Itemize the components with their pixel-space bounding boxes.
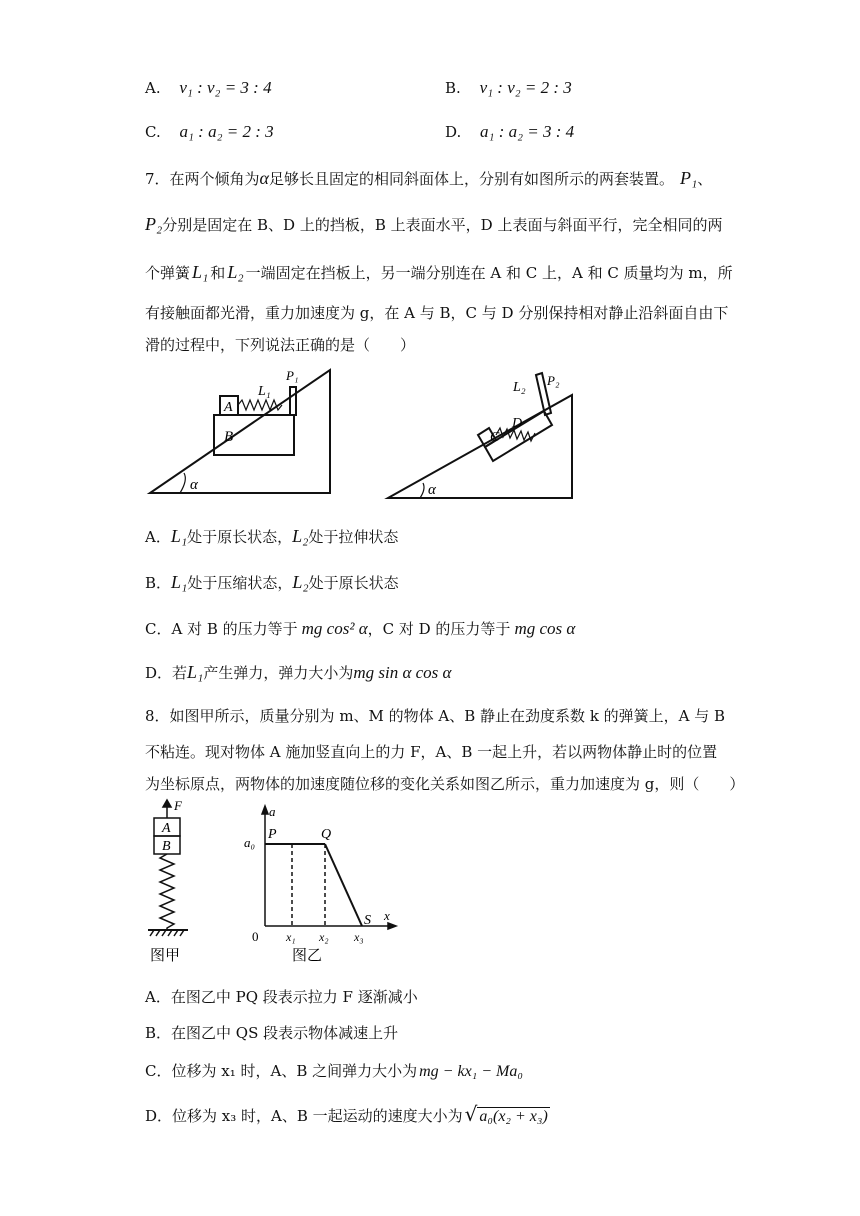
tick-label-x2: x₂ — [319, 930, 329, 944]
q7-stem-line-2 — [145, 214, 722, 235]
q7-option-a — [145, 526, 398, 547]
q7-stem-text: 足够长且固定的相同斜面体上，分别有如图所示的两套装置。 — [269, 170, 675, 188]
q8-option-d — [145, 1102, 550, 1126]
q6-option-d-label: D. — [445, 123, 462, 141]
option-label: B． — [145, 1024, 172, 1042]
q7-stem-text: 一端固定在挡板上，另一端分别连在 A 和 C 上，A 和 C 质量均为 m，所 — [245, 264, 733, 282]
incline-right — [388, 373, 572, 498]
q8-option-a — [145, 986, 418, 1007]
q6-option-d — [445, 122, 574, 142]
point-label-q: Q — [321, 827, 332, 842]
fig-label-f: F — [174, 798, 182, 813]
fig-label-alpha-left: α — [190, 477, 198, 493]
option-text: 位移为 x₁ 时，A、B 之间弹力大小为 — [171, 1062, 418, 1080]
option-math: mg cos² α — [301, 619, 368, 638]
option-label: C． — [145, 620, 172, 638]
q7-option-c — [145, 618, 575, 639]
q7-stem-line-3 — [145, 262, 733, 283]
caption-yi: 图乙 — [292, 948, 323, 964]
option-label: A． — [145, 988, 171, 1006]
sqrt-sign: √ — [464, 1102, 478, 1126]
q6-option-a-math: v₁ : v₂ = 3 : 4 — [179, 78, 272, 97]
q6-option-c-label: C. — [145, 123, 161, 141]
q7-option-b — [145, 572, 399, 593]
q8-stem-line-3: 为坐标原点，两物体的加速度随位移的变化关系如图乙所示，重力加速度为 g，则（ ） — [145, 775, 745, 793]
axis-label-a: a — [269, 804, 276, 819]
option-math: a₀(x₂ + x₃) — [479, 1108, 548, 1125]
option-l1: L₁ — [187, 662, 204, 682]
q8-option-c — [145, 1060, 523, 1081]
option-text: 在图乙中 PQ 段表示拉力 F 逐渐减小 — [170, 988, 418, 1006]
fig-label-d: D — [512, 416, 523, 431]
fig-label-l2: L₂ — [513, 380, 526, 395]
option-text: 处于压缩状态， — [187, 574, 293, 592]
q7-stem-line-4: 有接触面都光滑，重力加速度为 g，在 A 与 B，C 与 D 分别保持相对静止沿斜面自由下 — [145, 304, 729, 322]
fig-label-l1: L₁ — [258, 384, 271, 399]
q7-stem-text: 7．在两个倾角为 — [145, 170, 260, 188]
q7-stem-text: 和 — [210, 264, 226, 282]
option-text: 产生弹力，弹力大小为 — [203, 664, 354, 682]
fig-label-a-block: A — [162, 821, 171, 836]
q7-p1: P₁ — [680, 168, 698, 188]
option-label: C． — [145, 1062, 172, 1080]
q7-stem-text: 个弹簧 — [145, 264, 191, 282]
q6-option-b-label: B. — [445, 79, 461, 97]
option-text: 位移为 x₃ 时，A、B 一起运动的速度大小为 — [172, 1107, 463, 1125]
q6-option-d-math: a₁ : a₂ = 3 : 4 — [480, 122, 575, 141]
axis-origin: 0 — [252, 929, 259, 944]
option-text: ，C 对 D 的压力等于 — [367, 620, 511, 638]
tick-label-x1: x₁ — [286, 930, 296, 944]
q7-stem-line-5: 滑的过程中，下列说法正确的是（ ） — [145, 336, 416, 354]
option-text: 若 — [172, 664, 188, 682]
option-l2: L₂ — [292, 526, 309, 546]
fig-label-p2: P₂ — [547, 373, 560, 388]
q8-stem-line-1: 8．如图甲所示，质量分别为 m、M 的物体 A、B 静止在劲度系数 k 的弹簧上，A 与 B — [145, 707, 726, 725]
fig-label-b: B — [224, 429, 234, 445]
option-text: 处于原长状态， — [187, 528, 293, 546]
point-label-s: S — [364, 913, 371, 928]
fig-label-p1: P₁ — [286, 368, 299, 383]
option-math: mg − kx₁ − Ma₀ — [419, 1063, 523, 1080]
figure-yi — [262, 806, 396, 929]
q7-l1: L₁ — [192, 262, 209, 282]
axis-label-x: x — [384, 908, 390, 923]
q7-stem-text: 、 — [697, 170, 713, 188]
axis-label-a0: a₀ — [244, 835, 256, 850]
option-text: 在图乙中 QS 段表示物体减速上升 — [171, 1024, 399, 1042]
q6-option-a — [145, 78, 272, 98]
q7-stem-line-1 — [145, 168, 712, 189]
q7-p2: P₂ — [145, 214, 163, 234]
fig-label-b-block: B — [162, 839, 171, 854]
q6-option-b — [445, 78, 572, 98]
option-label: A． — [145, 528, 171, 546]
barrier-p1 — [290, 387, 296, 415]
option-l2: L₂ — [292, 572, 309, 592]
option-text: A 对 B 的压力等于 — [171, 620, 298, 638]
q7-figure — [140, 365, 600, 505]
q7-option-d — [145, 662, 451, 683]
q6-option-a-label: A. — [145, 79, 161, 97]
q7-stem-text: 分别是固定在 B、D 上的挡板，B 上表面水平，D 上表面与斜面平行，完全相同的两 — [162, 216, 723, 234]
option-l1: L₁ — [171, 572, 188, 592]
q8-figure — [140, 798, 410, 974]
q8-stem-line-2: 不粘连。现对物体 A 施加竖直向上的力 F，A、B 一起上升，若以两物体静止时的位置 — [145, 743, 718, 761]
q6-option-b-math: v₁ : v₂ = 2 : 3 — [479, 78, 572, 97]
option-math: mg cos α — [514, 619, 576, 638]
option-label: B． — [145, 574, 172, 592]
option-label: D． — [145, 1107, 173, 1125]
q7-l2: L₂ — [227, 262, 244, 282]
option-l1: L₁ — [170, 526, 188, 546]
option-text: 处于拉伸状态 — [308, 528, 399, 546]
option-math: mg sin α cos α — [353, 663, 452, 682]
fig-label-c: C — [490, 430, 500, 445]
tick-label-x3: x₃ — [354, 930, 364, 944]
caption-jia: 图甲 — [150, 948, 181, 964]
fig-label-alpha-right: α — [428, 482, 436, 498]
point-label-p: P — [268, 827, 277, 842]
option-text: 处于原长状态 — [308, 574, 399, 592]
q6-option-c-math: a₁ : a₂ = 2 : 3 — [179, 122, 274, 141]
q6-option-c — [145, 122, 274, 142]
fig-label-a: A — [224, 400, 233, 415]
q7-alpha: α — [259, 168, 269, 188]
incline-left — [150, 370, 330, 493]
q8-option-b — [145, 1022, 398, 1043]
option-label: D． — [145, 664, 173, 682]
